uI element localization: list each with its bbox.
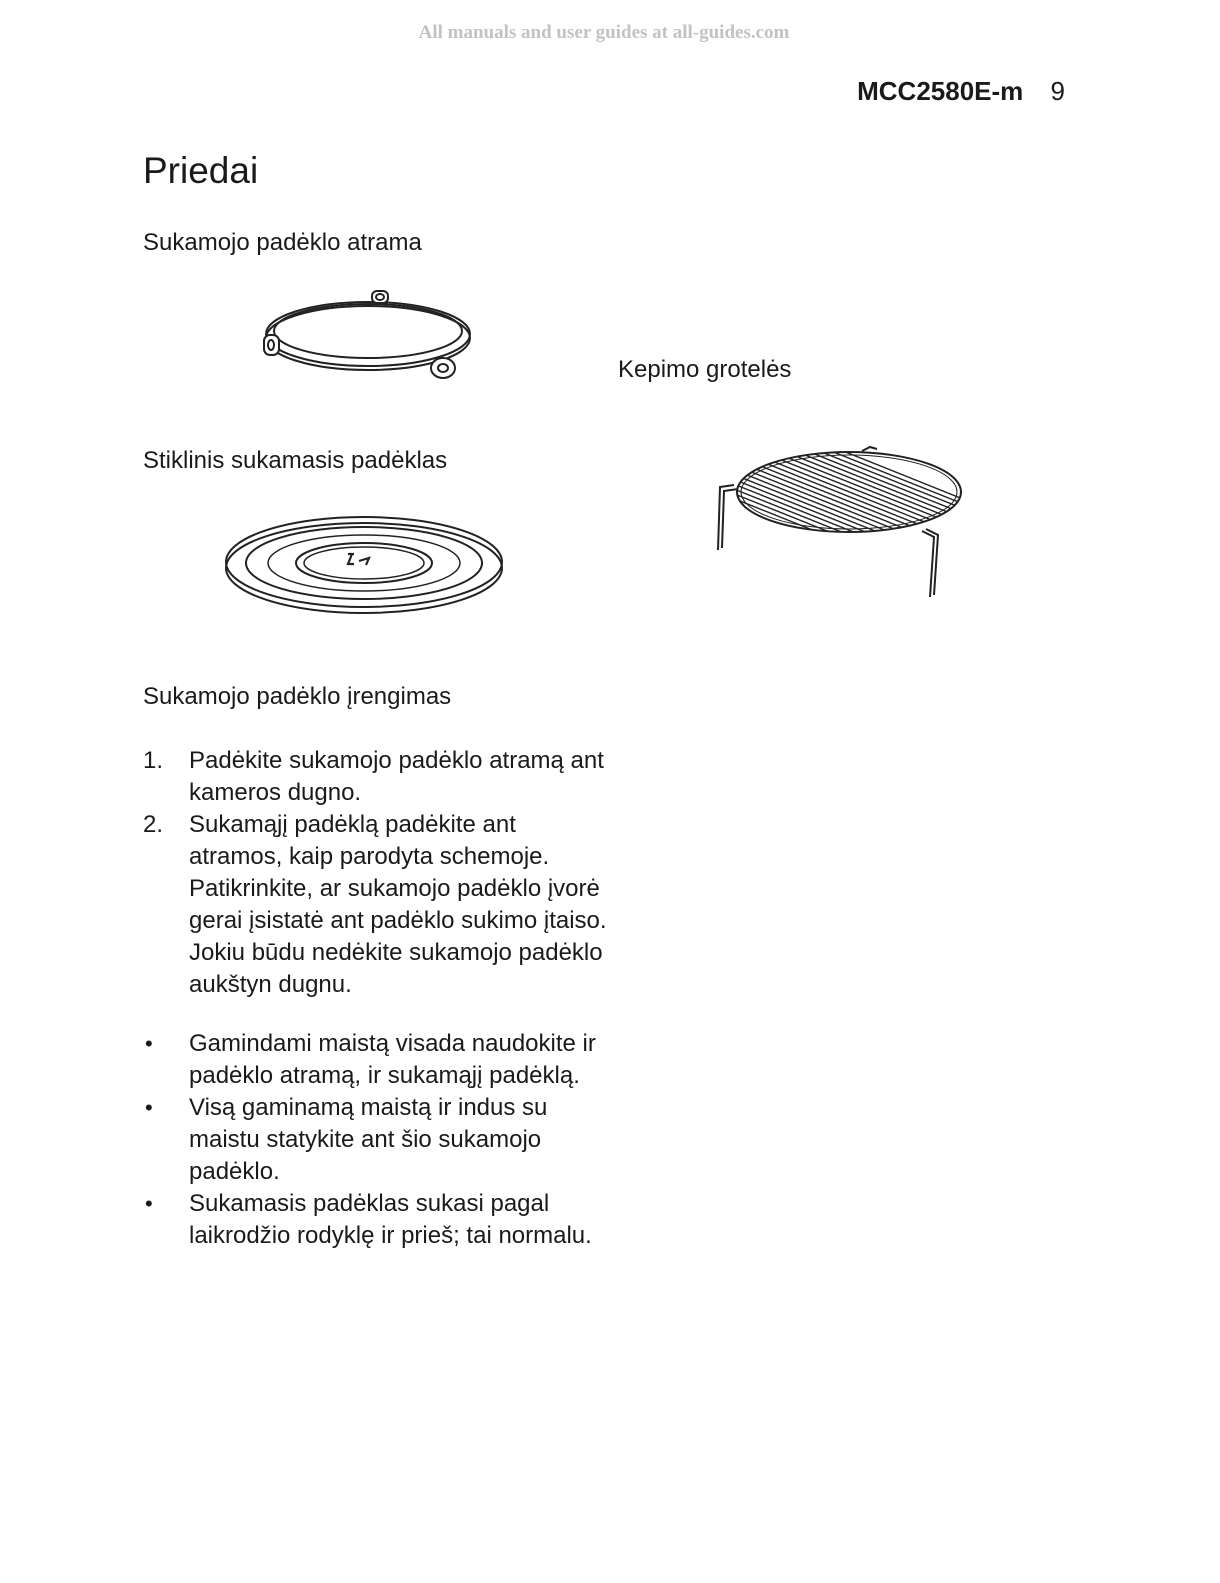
notes-list: [143, 1028, 613, 1252]
installation-steps: [143, 745, 613, 1001]
step-text: Padėkite sukamojo padėklo atramą ant kameros dugno.: [189, 747, 604, 806]
page-number: 9: [1050, 76, 1065, 106]
grill-rack-icon: [712, 445, 972, 600]
list-item: [143, 809, 613, 1001]
note-text: Visą gaminamą maistą ir indus su maistu statykite ant šio sukamojo padėklo.: [189, 1094, 548, 1185]
list-item: [143, 745, 613, 809]
note-text: Gamindami maistą visada naudokite ir padėklo atramą, ir sukamąjį padėklą.: [189, 1030, 596, 1089]
step-number: 2.: [143, 811, 164, 838]
roller-ring-icon: [255, 288, 480, 383]
roller-support-caption: Sukamojo padėklo atrama: [143, 229, 422, 256]
page-header: [857, 76, 1065, 107]
glass-turntable-icon: [222, 515, 507, 620]
bullet: •: [145, 1095, 153, 1120]
model-number: MCC2580E-m: [857, 76, 1024, 106]
step-number: 1.: [143, 747, 164, 774]
watermark: All manuals and user guides at all-guides.com: [418, 22, 790, 43]
page-title: Priedai: [143, 150, 259, 191]
bullet: •: [145, 1031, 153, 1056]
list-item: [143, 1188, 613, 1252]
bullet: •: [145, 1191, 153, 1216]
note-text: Sukamasis padėklas sukasi pagal laikrodžio rodyklę ir prieš; tai normalu.: [189, 1190, 592, 1249]
installation-caption: Sukamojo padėklo įrengimas: [143, 683, 452, 710]
glass-tray-caption: Stiklinis sukamasis padėklas: [143, 447, 448, 474]
grill-rack-caption: Kepimo grotelės: [618, 356, 792, 383]
list-item: [143, 1092, 613, 1188]
list-item: [143, 1028, 613, 1092]
step-text: Sukamąjį padėklą padėkite ant atramos, kaip parodyta schemoje. Patikrinkite, ar sukamojo padėklo įvorė gerai įsistatė ant padėklo sukimo įtaiso. Jokiu būdu nedėkite sukamojo padėklo aukštyn dugnu.: [189, 811, 607, 998]
